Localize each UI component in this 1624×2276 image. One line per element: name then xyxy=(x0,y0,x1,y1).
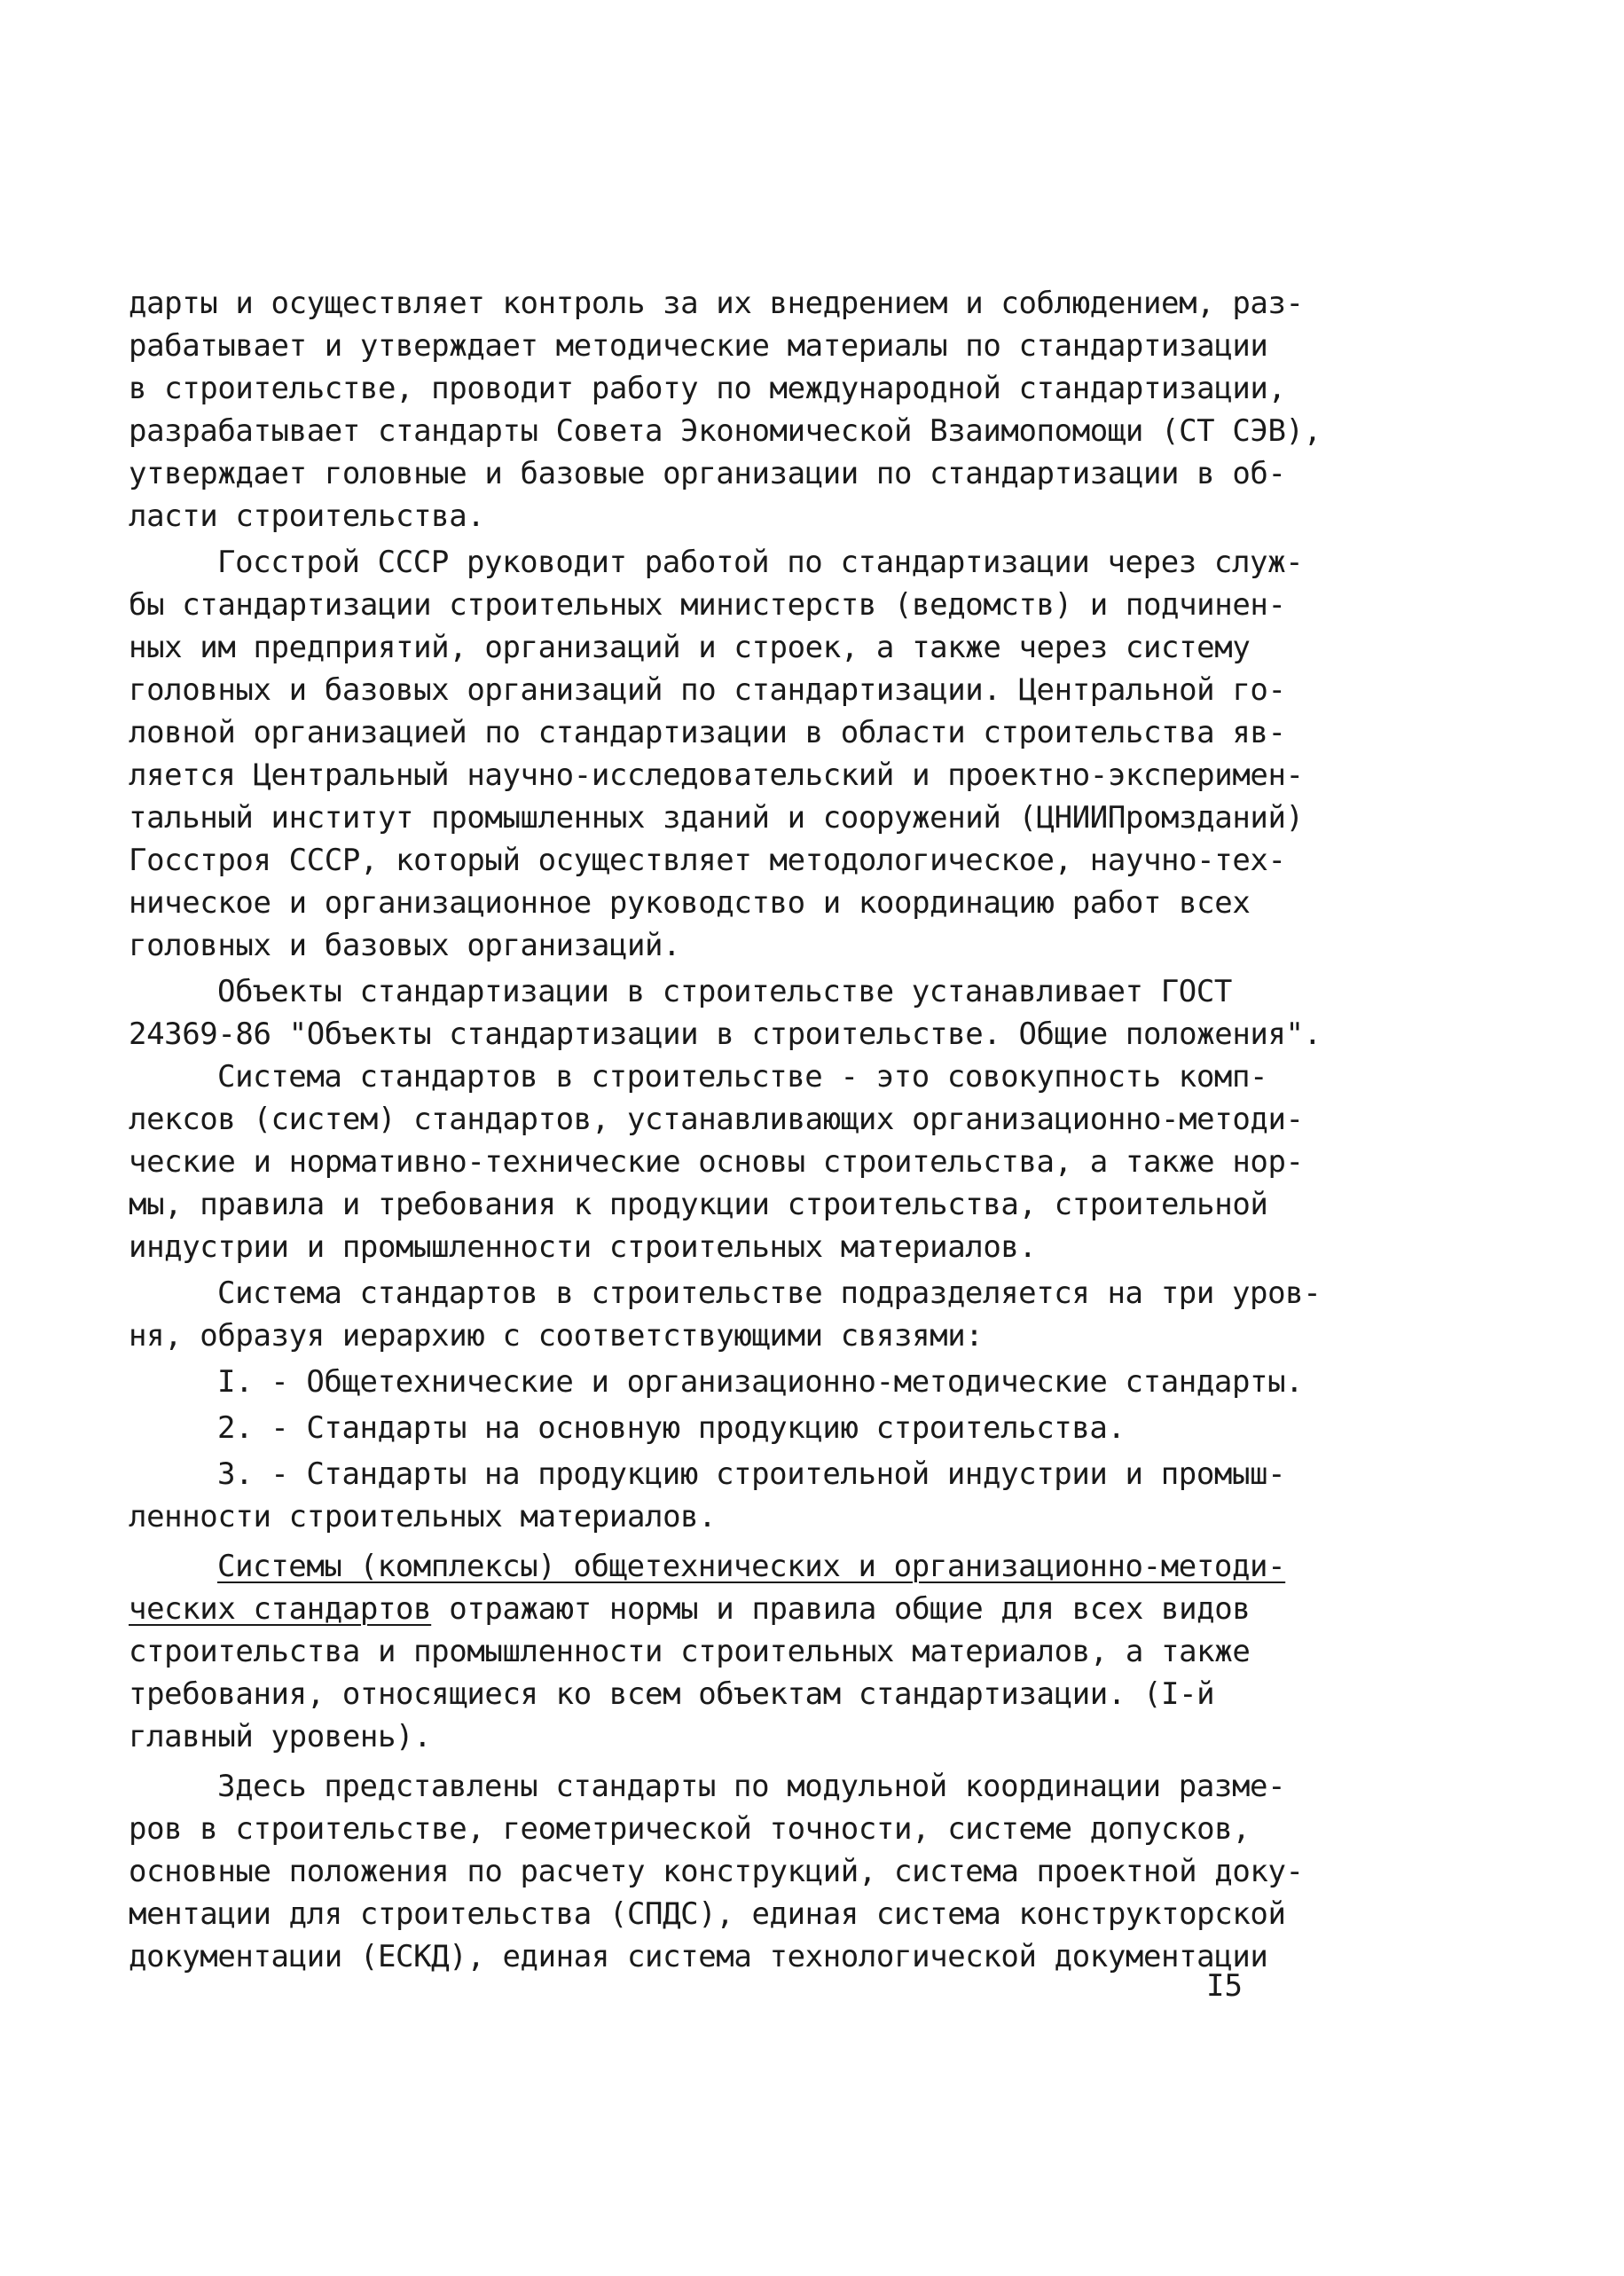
text-line: Госстрой СССР руководит работой по стандартизации через служ- xyxy=(217,545,1304,580)
text-line: ров в строительстве, геометрической точности, системе допусков, xyxy=(129,1811,1251,1847)
text-line: Система стандартов в строительстве - это совокупность комп- xyxy=(217,1059,1268,1095)
text-line: ментации для строительства (СПДС), единая система конструкторской xyxy=(129,1896,1286,1932)
text-line: Здесь представлены стандарты по модульной координации разме- xyxy=(217,1769,1286,1804)
text-line: строительства и промышленности строительных материалов, а также xyxy=(129,1634,1251,1669)
page-number: I5 xyxy=(1206,1968,1243,2004)
text-line: ня, образуя иерархию с соответствующими связями: xyxy=(129,1318,984,1354)
text-line: в строительстве, проводит работу по международной стандартизации, xyxy=(129,371,1286,406)
text-line: бы стандартизации строительных министерств (ведомств) и подчинен- xyxy=(129,587,1286,623)
text-line: мы, правила и требования к продукции строительства, строительной xyxy=(129,1187,1268,1222)
text-line: ческие и нормативно-технические основы строительства, а также нор- xyxy=(129,1144,1304,1180)
text-line: ленности строительных материалов. xyxy=(129,1499,717,1534)
text-line: Объекты стандартизации в строительстве устанавливает ГОСТ xyxy=(217,974,1232,1009)
text-line: документации (ЕСКД), единая система технологической документации xyxy=(129,1939,1268,1974)
text-line: лексов (систем) стандартов, устанавливающих организационно-методи- xyxy=(129,1102,1304,1137)
text-line: утверждает головные и базовые организации по стандартизации в об- xyxy=(129,456,1286,491)
text-line: Система стандартов в строительстве подразделяется на три уров- xyxy=(217,1275,1322,1311)
underlined-heading: Системы (комплексы) общетехнических и организационно-методи- xyxy=(217,1549,1286,1584)
text-line: индустрии и промышленности строительных материалов. xyxy=(129,1229,1037,1265)
text-line: тальный институт промышленных зданий и сооружений (ЦНИИПромзданий) xyxy=(129,800,1304,836)
text-line: разрабатывает стандарты Совета Экономической Взаимопомощи (СТ СЭВ), xyxy=(129,413,1322,449)
text-line: ловной организацией по стандартизации в области строительства яв- xyxy=(129,715,1286,750)
underlined-heading-end: ческих стандартов xyxy=(129,1591,432,1627)
text-line: требования, относящиеся ко всем объектам стандартизации. (I-й xyxy=(129,1676,1215,1712)
text-line xyxy=(129,1588,1250,1630)
text-line: ных им предприятий, организаций и строек, а также через систему xyxy=(129,630,1251,665)
list-item: 3. - Стандарты на продукцию строительной индустрии и промыш- xyxy=(217,1456,1286,1492)
text-line-rest: отражают нормы и правила общие для всех видов xyxy=(431,1591,1251,1627)
text-line: ляется Центральный научно-исследовательский и проектно-эксперимен- xyxy=(129,757,1304,793)
text-line: основные положения по расчету конструкций, система проектной доку- xyxy=(129,1854,1304,1889)
text-line: рабатывает и утверждает методические материалы по стандартизации xyxy=(129,328,1268,364)
text-line: 24369-86 "Объекты стандартизации в строительстве. Общие положения". xyxy=(129,1016,1322,1052)
text-line: дарты и осуществляет контроль за их внедрением и соблюдением, раз- xyxy=(129,286,1304,321)
text-line: ласти строительства. xyxy=(129,498,485,534)
text-line: головных и базовых организаций. xyxy=(129,928,681,963)
text-line: главный уровень). xyxy=(129,1719,432,1754)
text-line: ническое и организационное руководство и координацию работ всех xyxy=(129,885,1251,921)
list-item: 2. - Стандарты на основную продукцию строительства. xyxy=(217,1410,1126,1446)
list-item: I. - Общетехнические и организационно-методические стандарты. xyxy=(217,1364,1304,1400)
text-line: головных и базовых организаций по стандартизации. Центральной го- xyxy=(129,672,1286,708)
text-line: Госстроя СССР, который осуществляет методологическое, научно-тех- xyxy=(129,843,1286,878)
